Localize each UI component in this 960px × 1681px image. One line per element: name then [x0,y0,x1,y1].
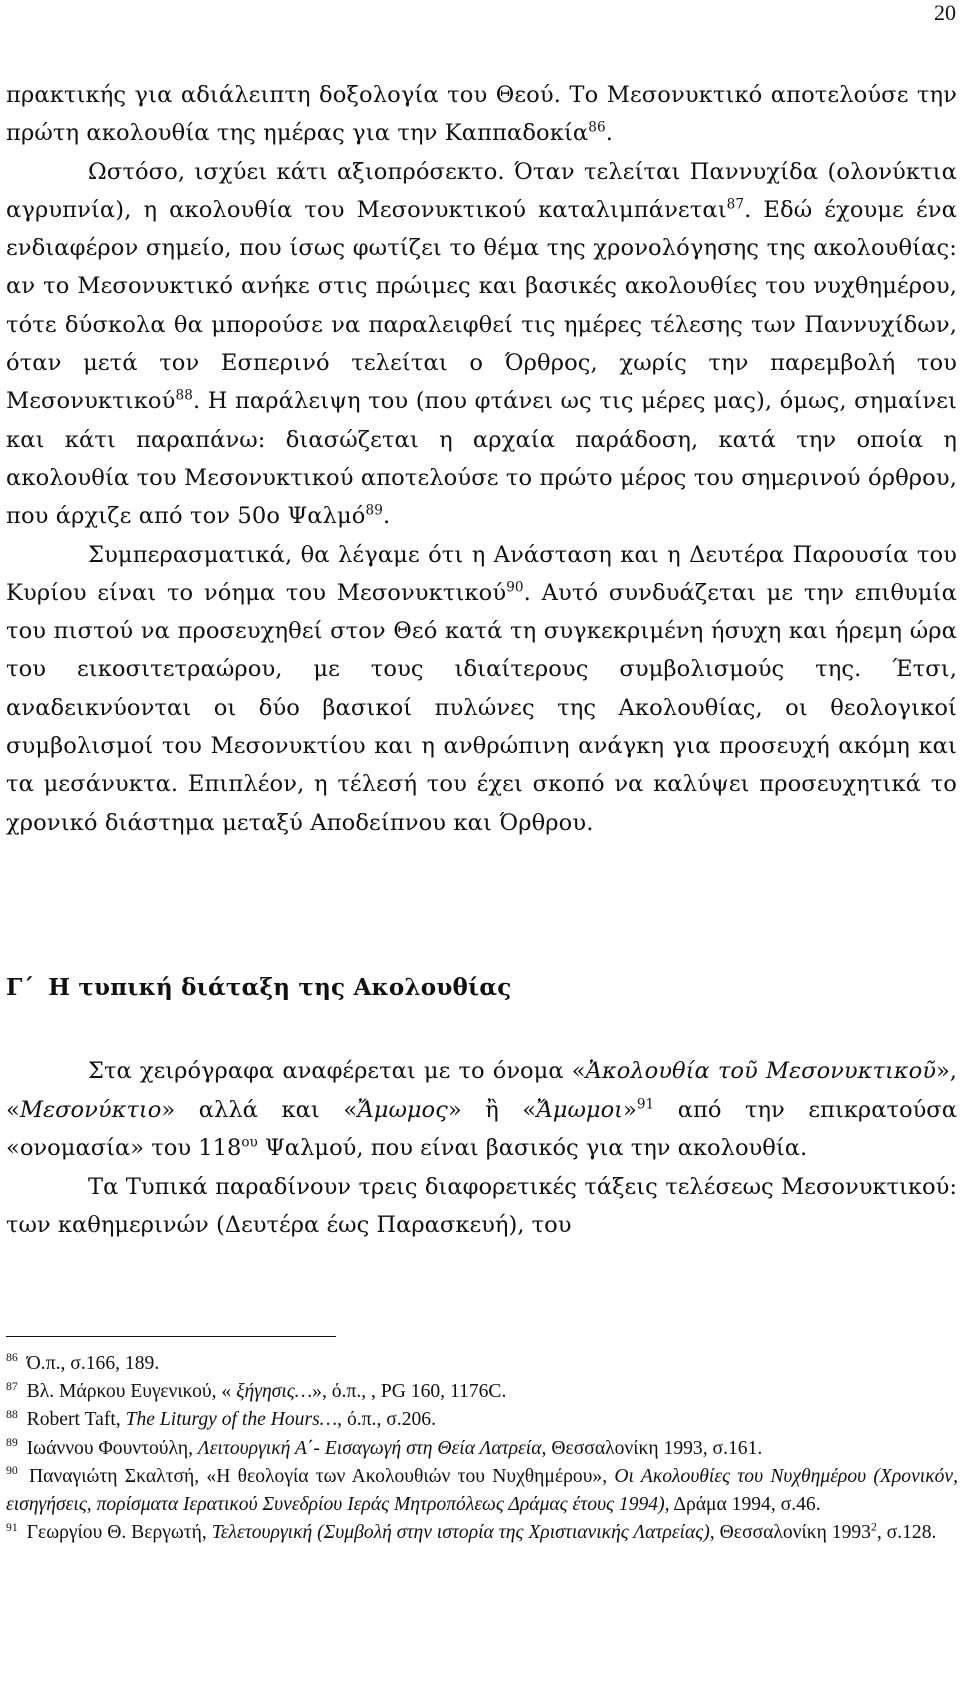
footnote-ref-89[interactable]: 89 [365,502,383,519]
footnote-88: $^{88}$ Robert Taft, The Liturgy of the Hours…, ό.π., σ.206. [6,1407,436,1431]
footnote-ref-90[interactable]: 90 [506,579,524,596]
main-text [6,76,957,842]
paragraph-1: πρακτικής για αδιάλειπτη δοξολογία του Θεού. Το Μεσονυκτικό αποτελούσε την πρώτη ακολουθία της ημέρας για την Καππαδοκία$^{86}$. [6,82,957,147]
paragraph-5: Τα Τυπικά παραδίνουν τρεις διαφορετικές τάξεις τελέσεως Μεσονυκτικού: των καθημερινών (Δευτέρα έως Παρασκευή), του [6,1173,957,1239]
footnote-87: $^{87}$ Βλ. Μάρκου Ευγενικού, « ξήγησις…», ό.π., , PG 160, 1176C. [6,1379,507,1403]
footnote-91: $^{91}$ Γεωργίου Θ. Βεργωτή, Τελετουργική (Συμβολή στην ιστορία της Χριστιανικής Λατρείας), Θεσσαλονίκη 1993$^2$, σ.128. [6,1520,937,1544]
paragraph-4: Στα χειρόγραφα αναφέρεται με το όνομα «Ἀκολουθία τοῦ Μεσονυκτικοῦ», «Μεσονύκτιο» αλλά και «Ἄμωμος» ἢ «Ἄμωμοι»$^{91}$ από την επικρατούσα «ονομασία» του $118^{o\upsilon}$ Ψαλμού, που είναι βασικός για την ακολουθία. [6,1058,957,1162]
footnote-ref-87[interactable]: 87 [726,196,745,213]
footnote-90: $^{90}$ Παναγιώτη Σκαλτσή, «Η θεολογία των Ακολουθιών του Νυχθημέρου», Οι Ακολουθίες του Νυχθημέρου (Χρονικόν, εισηγήσεις, πορίσματα Ιερατικού Συνεδρίου Ιεράς Μητροπόλεως Δράμας έτους 1994), Δράμα 1994, σ.46. [6,1464,959,1516]
section-title: Η τυπική διάταξη της Ακολουθίας [48,974,512,1001]
footnote-ref-91[interactable]: 91 [636,1096,655,1113]
footnote-ref-86[interactable]: 86 [588,119,606,136]
section-text [6,1052,957,1245]
paragraph-2: Ωστόσο, ισχύει κάτι αξιοπρόσεκτο. Όταν τελείται Παννυχίδα (ολονύκτια αγρυπνία), η ακολουθία του Μεσονυκτικού καταλιμπάνεται$^{87}$. Εδώ έχουμε ένα ενδιαφέρον σημείο, που ίσως φωτίζει το θέμα της χρονολόγησης της ακολουθίας: αν το Μεσονυκτικό ανήκε στις πρώιμες και βασικές ακολουθίες του νυχθημέρου, τότε δύσκολα θα μπορούσε να παραλειφθεί τις ημέρες τέλεσης των Παννυχίδων, όταν μετά τον Εσπερινό τελείται ο Όρθρος, χωρίς την παρεμβολή του Μεσονυκτικού$^{88}$. Η παράλειψη του (που φτάνει ως τις μέρες μας), όμως, σημαίνει και κάτι παραπάνω: διασώζεται η αρχαία παράδοση, κατά την οποία η ακολουθία του Μεσονυκτικού αποτελούσε το πρώτο μέρος του σημερινού όρθρου, που άρχιζε από τον 50ο Ψαλμό$^{89}$. [6,158,957,530]
footnotes [6,1350,958,1547]
footnote-separator [6,1336,336,1337]
footnote-89: $^{89}$ Ιωάννου Φουντούλη, Λειτουργική Α΄- Εισαγωγή στη Θεία Λατρεία, Θεσσαλονίκη 1993, σ.161. [6,1436,763,1459]
page-number: 20 [934,0,956,25]
footnote-ref-88[interactable]: 88 [175,387,193,404]
section-heading [6,974,511,1001]
paragraph-3: Συμπερασματικά, θα λέγαμε ότι η Ανάσταση και η Δευτέρα Παρουσία του Κυρίου είναι το νόημα του Μεσονυκτικού$^{90}$. Αυτό συνδυάζεται με την επιθυμία του πιστού να προσευχηθεί στον Θεό κατά τη συγκεκριμένη ήσυχη και ήρεμη ώρα του εικοσιτετραώρου, με τους ιδιαίτερους συμβολισμούς της. Έτσι, αναδεικνύονται οι δύο βασικοί πυλώνες της Ακολουθίας, οι θεολογικοί συμβολισμοί του Μεσονυκτίου και η ανθρώπινη ανάγκη για προσευχή ακόμη και τα μεσάνυκτα. Επιπλέον, η τέλεσή του έχει σκοπό να καλύψει προσευχητικά το χρονικό διάστημα μεταξύ Αποδείπνου και Όρθρου. [6,541,957,836]
section-letter: Γ΄ [6,974,35,1001]
footnote-86: $^{86}$ Ό.π., σ.166, 189. [6,1351,160,1374]
